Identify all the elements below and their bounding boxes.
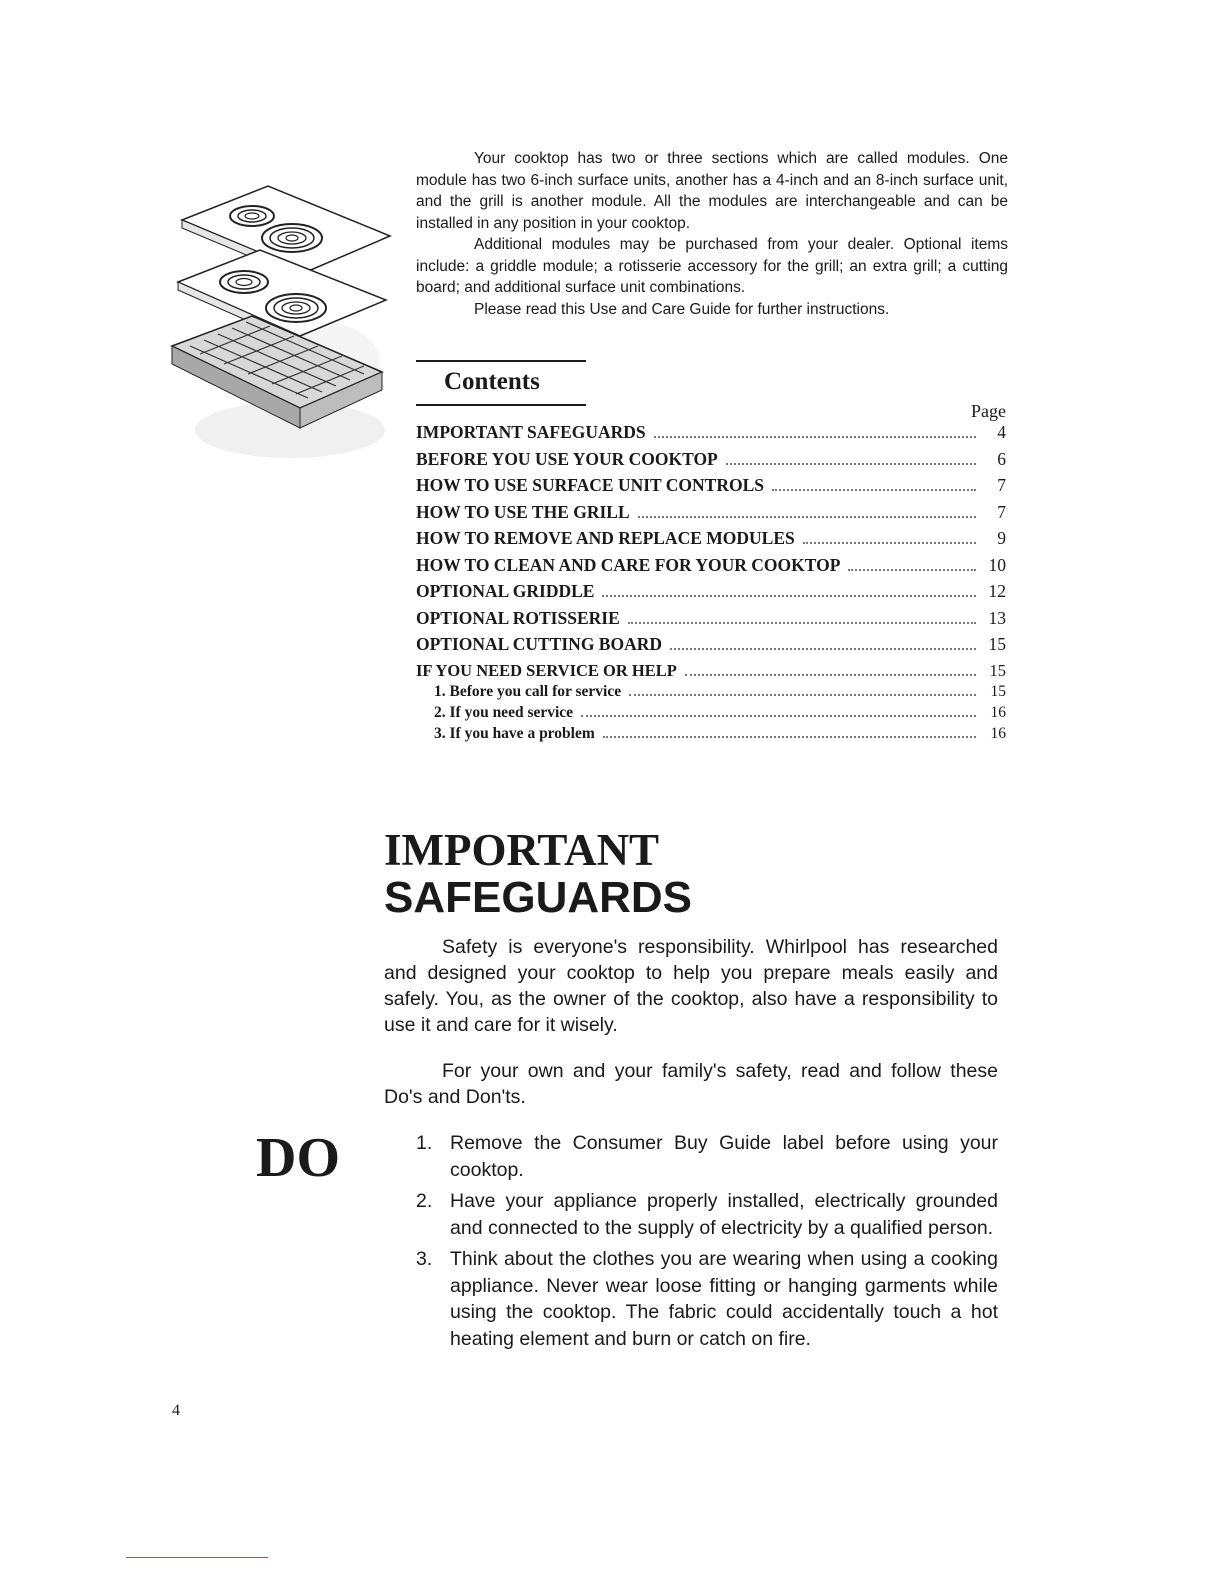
toc-leader <box>670 648 976 650</box>
toc-entry-page: 13 <box>988 607 1006 628</box>
safeguards-heading-line2: SAFEGUARDS <box>384 873 693 922</box>
toc-subentry-number: 2. <box>434 703 446 721</box>
toc-subentry[interactable] <box>416 704 1006 725</box>
list-item-text: Remove the Consumer Buy Guide label before using your cooktop. <box>450 1132 998 1181</box>
toc-entry[interactable] <box>416 449 1006 476</box>
intro-text <box>416 148 1008 320</box>
toc-leader <box>603 736 976 738</box>
table-of-contents <box>416 422 1006 746</box>
toc-entry[interactable] <box>416 555 1006 582</box>
toc-subentry[interactable] <box>416 725 1006 746</box>
toc-entry-label: OPTIONAL CUTTING BOARD <box>416 634 663 654</box>
cooktop-modules-illustration <box>160 150 400 480</box>
toc-leader <box>803 542 976 544</box>
toc-entry-label: HOW TO CLEAN AND CARE FOR YOUR COOKTOP <box>416 554 841 575</box>
toc-entry-label: HOW TO REMOVE AND REPLACE MODULES <box>416 528 795 548</box>
do-list <box>416 1130 998 1357</box>
toc-subentry-number: 1. <box>434 682 446 700</box>
toc-entry-label: IMPORTANT SAFEGUARDS <box>416 422 646 442</box>
list-item <box>416 1130 998 1183</box>
list-item-text: Have your appliance properly installed, electrically grounded and connected to the supply of electricity by a qualified person. <box>450 1190 998 1239</box>
contents-rule-top <box>416 360 586 362</box>
toc-entry-page: 15 <box>989 660 1006 680</box>
toc-subentry-page: 16 <box>990 703 1006 721</box>
toc-entry[interactable] <box>416 422 1006 449</box>
toc-entry-page: 7 <box>997 475 1006 495</box>
toc-entry[interactable] <box>416 661 1006 683</box>
do-label: DO <box>256 1127 340 1189</box>
toc-entry-page: 4 <box>997 422 1006 442</box>
list-item <box>416 1188 998 1241</box>
list-item-text: Think about the clothes you are wearing when using a cooking appliance. Never wear loose fitting or hanging garments while using the cooktop. The fabric could accidentally touch a hot heating element and burn or catch on fire. <box>450 1248 998 1350</box>
intro-paragraph: Additional modules may be purchased from your dealer. Optional items include: a griddle module; a rotisserie accessory for the grill; an extra grill; a cutting board; and additional surface unit combinations. <box>416 236 1008 296</box>
toc-leader <box>848 569 976 571</box>
toc-entry-label: IF YOU NEED SERVICE OR HELP <box>416 660 677 680</box>
toc-entry-page: 7 <box>997 501 1006 522</box>
toc-entry-label: BEFORE YOU USE YOUR COOKTOP <box>416 448 718 469</box>
toc-entry-label: OPTIONAL GRIDDLE <box>416 581 595 601</box>
toc-entry-page: 9 <box>997 528 1006 548</box>
safeguards-heading-line1: IMPORTANT <box>384 825 660 875</box>
intro-paragraph: Please read this Use and Care Guide for further instructions. <box>474 300 890 318</box>
toc-leader <box>629 694 976 696</box>
safeguards-paragraph: For your own and your family's safety, read and follow these Do's and Don'ts. <box>384 1060 998 1108</box>
list-item-number: 3. <box>416 1248 433 1270</box>
toc-entry[interactable] <box>416 528 1006 555</box>
page-number: 4 <box>172 1402 180 1419</box>
intro-paragraph: Your cooktop has two or three sections which are called modules. One module has two 6-inch surface units, another has a 4-inch and an 8-inch surface unit, and the grill is another module. All the modules are interchangeable and can be installed in any position in your cooktop. <box>416 150 1008 232</box>
toc-leader <box>602 595 976 597</box>
list-item-number: 1. <box>416 1132 433 1154</box>
toc-entry-page: 15 <box>988 634 1006 654</box>
toc-entry[interactable] <box>416 475 1006 502</box>
contents-rule-bottom <box>416 404 586 406</box>
toc-entry-label: HOW TO USE SURFACE UNIT CONTROLS <box>416 475 764 495</box>
toc-leader <box>638 516 976 518</box>
toc-leader <box>654 436 976 438</box>
toc-entry-page: 12 <box>988 581 1006 601</box>
list-item <box>416 1246 998 1352</box>
contents-page-header: Page <box>971 401 1006 421</box>
toc-leader <box>726 463 976 465</box>
toc-subentry-page: 16 <box>990 724 1006 742</box>
toc-leader <box>581 715 976 717</box>
toc-entry-page: 10 <box>988 554 1006 575</box>
toc-entry-label: OPTIONAL ROTISSERIE <box>416 607 620 628</box>
toc-entry-page: 6 <box>997 448 1006 469</box>
toc-subentry-number: 3. <box>434 724 446 742</box>
contents-title: Contents <box>444 368 540 395</box>
safeguards-paragraph: Safety is everyone's responsibility. Whirlpool has researched and designed your cooktop to help you prepare meals easily and safely. You, as the owner of the cooktop, also have a responsibility to use it and care for it wisely. <box>384 936 998 1036</box>
toc-leader <box>628 622 976 624</box>
toc-entry[interactable] <box>416 502 1006 529</box>
toc-entry-label: HOW TO USE THE GRILL <box>416 501 630 522</box>
toc-subentry-label: If you need service <box>449 703 574 721</box>
toc-entry[interactable] <box>416 634 1006 661</box>
footer-divider <box>126 1557 268 1558</box>
toc-leader <box>685 674 976 676</box>
toc-subentry[interactable] <box>416 683 1006 704</box>
toc-entry[interactable] <box>416 581 1006 608</box>
toc-subentry-page: 15 <box>990 682 1006 700</box>
toc-entry[interactable] <box>416 608 1006 635</box>
toc-subentry-label: If you have a problem <box>449 724 595 742</box>
toc-leader <box>772 489 976 491</box>
toc-subentry-label: Before you call for service <box>449 682 622 700</box>
list-item-number: 2. <box>416 1190 433 1212</box>
